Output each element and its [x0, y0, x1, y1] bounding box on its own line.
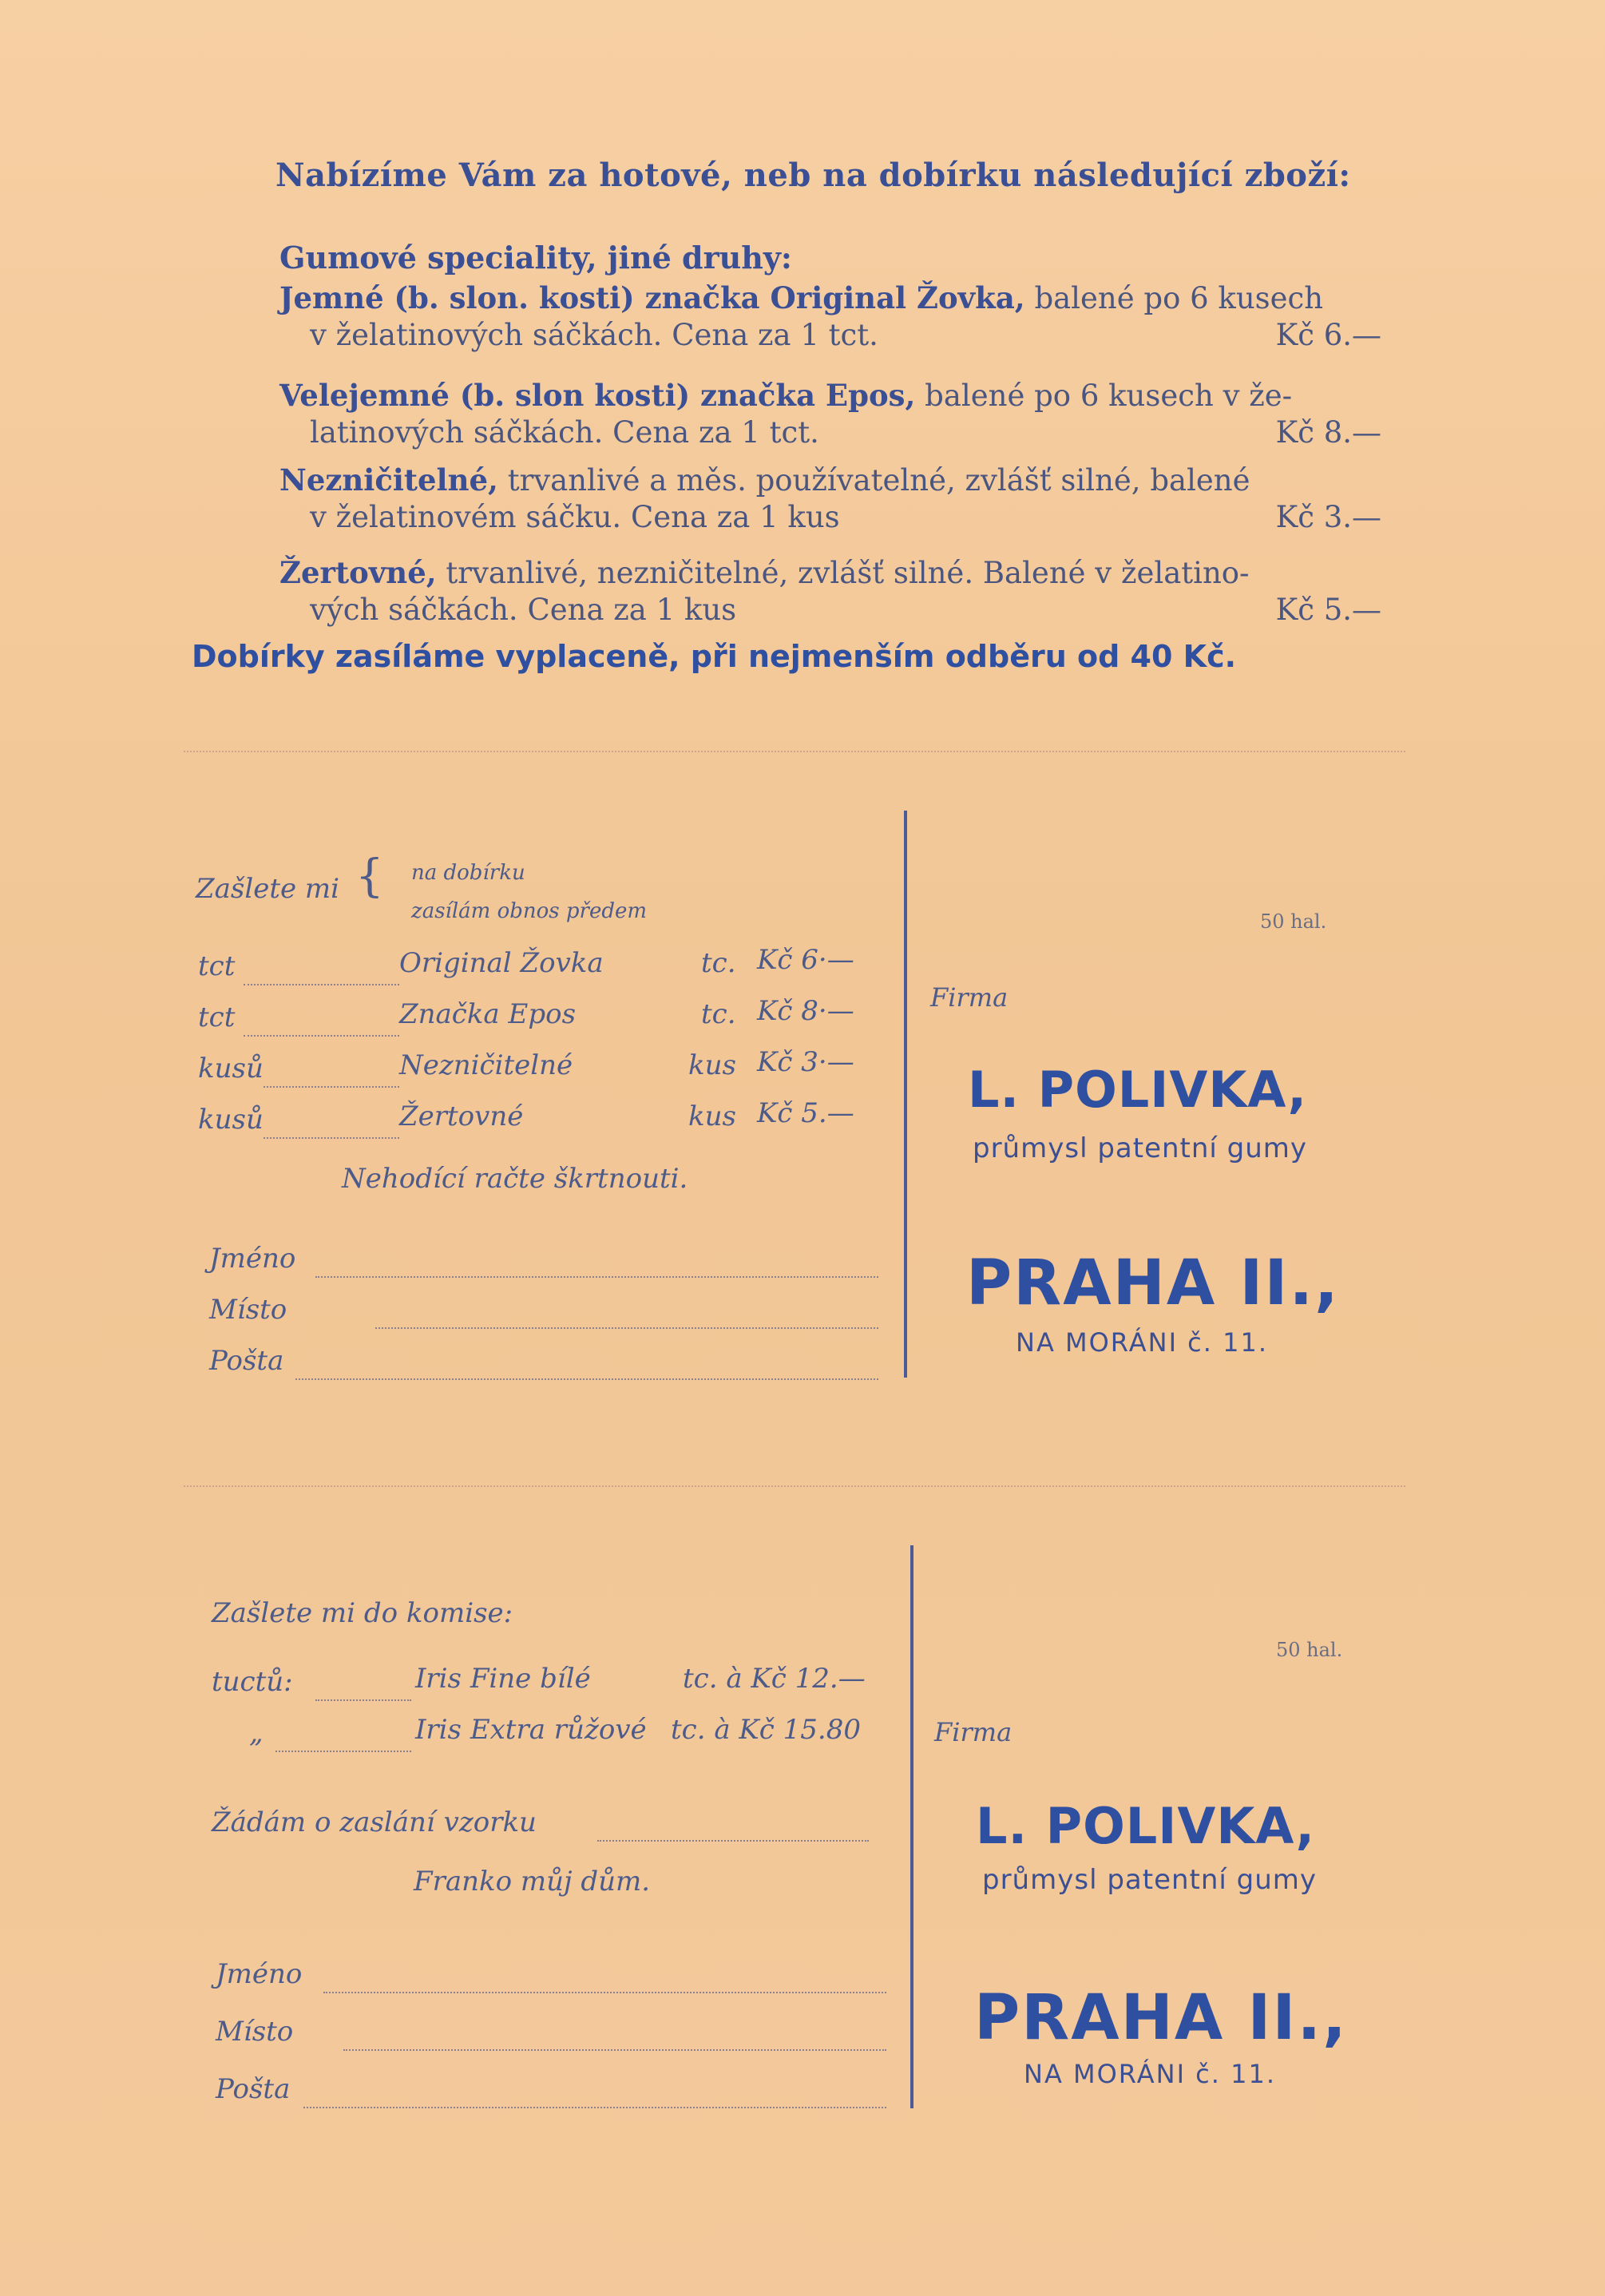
field-label-name: Jméno — [216, 1958, 303, 1990]
field-label-post: Pošta — [216, 2073, 291, 2105]
field-label-place: Místo — [216, 2016, 294, 2048]
firm-address: NA MORÁNI č. 11. — [1024, 2059, 1276, 2089]
consignment-row-unit: „ — [249, 1717, 264, 1749]
quantity-line — [264, 1086, 399, 1088]
quantity-line — [244, 1035, 399, 1037]
order-row-unit: kusů — [198, 1104, 264, 1136]
product-description: trvanlivé, nezničitelné, zvlášť silné. Balené v želatino- — [446, 556, 1250, 590]
order-row-unit: kusů — [198, 1053, 264, 1085]
product-item — [279, 377, 1381, 451]
field-label-name: Jméno — [209, 1243, 296, 1275]
strike-note: Nehodící račte škrtnouti. — [342, 1163, 688, 1195]
quantity-line — [264, 1137, 399, 1139]
post-input-line[interactable] — [295, 1378, 878, 1380]
product-description-line2: v želatinovém sáčku. Cena za 1 kus — [310, 500, 840, 534]
firm-city: PRAHA II., — [966, 1247, 1340, 1319]
firm-city: PRAHA II., — [974, 1982, 1348, 2054]
order-row-per: tc. — [701, 947, 736, 979]
name-input-line[interactable] — [323, 1992, 886, 1993]
option-cod: na dobírku — [411, 861, 525, 885]
order-row-item: Original Žovka — [399, 947, 604, 979]
consignment-row-item: Iris Extra růžové — [415, 1714, 647, 1746]
product-description-line2: v želatinových sáčkách. Cena za 1 tct. — [310, 318, 878, 352]
sample-request: Žádám o zaslání vzorku — [212, 1806, 537, 1838]
consignment-row-price: tc. à Kč 12.— — [683, 1663, 866, 1695]
order-row-price: Kč 6·— — [757, 944, 854, 976]
stamp-area: 50 hal. — [1260, 910, 1327, 933]
form-divider — [910, 1545, 913, 2108]
order-row-price: Kč 5.— — [757, 1097, 854, 1129]
product-description: balené po 6 kusech v že- — [925, 379, 1293, 413]
firm-name: L. POLIVKA, — [968, 1061, 1308, 1119]
order-row-item: Značka Epos — [399, 998, 577, 1030]
product-item — [279, 462, 1381, 536]
firm-subtitle: průmysl patentní gumy — [973, 1132, 1308, 1164]
form-divider — [904, 811, 907, 1378]
consignment-row-unit: tuctů: — [212, 1666, 293, 1698]
product-name: Jemné (b. slon. kosti) značka Original Žovka, — [279, 280, 1025, 315]
product-name: Žertovné, — [279, 555, 437, 590]
quantity-line — [244, 984, 399, 985]
order-row-per: tc. — [701, 998, 736, 1030]
order-row-item: Žertovné — [399, 1100, 524, 1132]
consignment-form-title: Zašlete mi do komise: — [212, 1597, 513, 1629]
product-description-line2: vých sáčkách. Cena za 1 kus — [310, 593, 737, 627]
name-input-line[interactable] — [315, 1276, 878, 1278]
order-row-per: kus — [688, 1049, 736, 1081]
offer-heading: Nabízíme Vám za hotové, neb na dobírku následující zboží: — [275, 157, 1351, 194]
cod-note: Dobírky zasíláme vyplaceně, při nejmenším odběru od 40 Kč. — [192, 639, 1237, 674]
firm-name: L. POLIVKA, — [976, 1797, 1316, 1855]
product-name: Nezničitelné, — [279, 462, 498, 498]
order-row-unit: tct — [198, 950, 236, 982]
place-input-line[interactable] — [343, 2049, 886, 2051]
firm-subtitle: průmysl patentní gumy — [982, 1864, 1318, 1896]
product-description: balené po 6 kusech — [1034, 281, 1324, 315]
field-label-post: Pošta — [209, 1345, 284, 1377]
firm-label: Firma — [934, 1717, 1013, 1747]
product-price: Kč 8.— — [1275, 415, 1381, 450]
field-label-place: Místo — [209, 1294, 287, 1326]
product-price: Kč 3.— — [1275, 500, 1381, 534]
quantity-line — [315, 1699, 411, 1701]
order-row-per: kus — [688, 1100, 736, 1132]
product-item — [279, 554, 1381, 629]
firm-label: Firma — [930, 982, 1009, 1013]
order-row-price: Kč 3·— — [757, 1046, 854, 1078]
product-price: Kč 5.— — [1275, 593, 1381, 627]
post-input-line[interactable] — [303, 2107, 886, 2108]
brace: { — [355, 851, 384, 902]
order-form-title: Zašlete mi — [196, 873, 340, 905]
firm-address: NA MORÁNI č. 11. — [1016, 1327, 1268, 1358]
order-row-item: Nezničitelné — [399, 1049, 573, 1081]
cut-line — [184, 1485, 1405, 1487]
order-row-unit: tct — [198, 1001, 236, 1033]
quantity-line — [275, 1751, 411, 1752]
cut-line — [184, 751, 1405, 752]
franko-note: Franko můj dům. — [414, 1866, 651, 1897]
product-item — [279, 280, 1381, 354]
stamp-area: 50 hal. — [1276, 1639, 1343, 1661]
product-price: Kč 6.— — [1275, 318, 1381, 352]
consignment-row-price: tc. à Kč 15.80 — [671, 1714, 861, 1746]
consignment-row-item: Iris Fine bílé — [415, 1663, 591, 1695]
option-prepaid: zasílám obnos předem — [411, 899, 648, 923]
sample-input-line[interactable] — [597, 1840, 869, 1842]
offer-subheading: Gumové speciality, jiné druhy: — [279, 240, 792, 276]
order-row-price: Kč 8·— — [757, 995, 854, 1027]
product-description-line2: latinových sáčkách. Cena za 1 tct. — [310, 415, 819, 450]
product-name: Velejemné (b. slon kosti) značka Epos, — [279, 378, 916, 413]
place-input-line[interactable] — [375, 1327, 878, 1329]
product-description: trvanlivé a měs. používatelné, zvlášť silné, balené — [507, 463, 1250, 498]
